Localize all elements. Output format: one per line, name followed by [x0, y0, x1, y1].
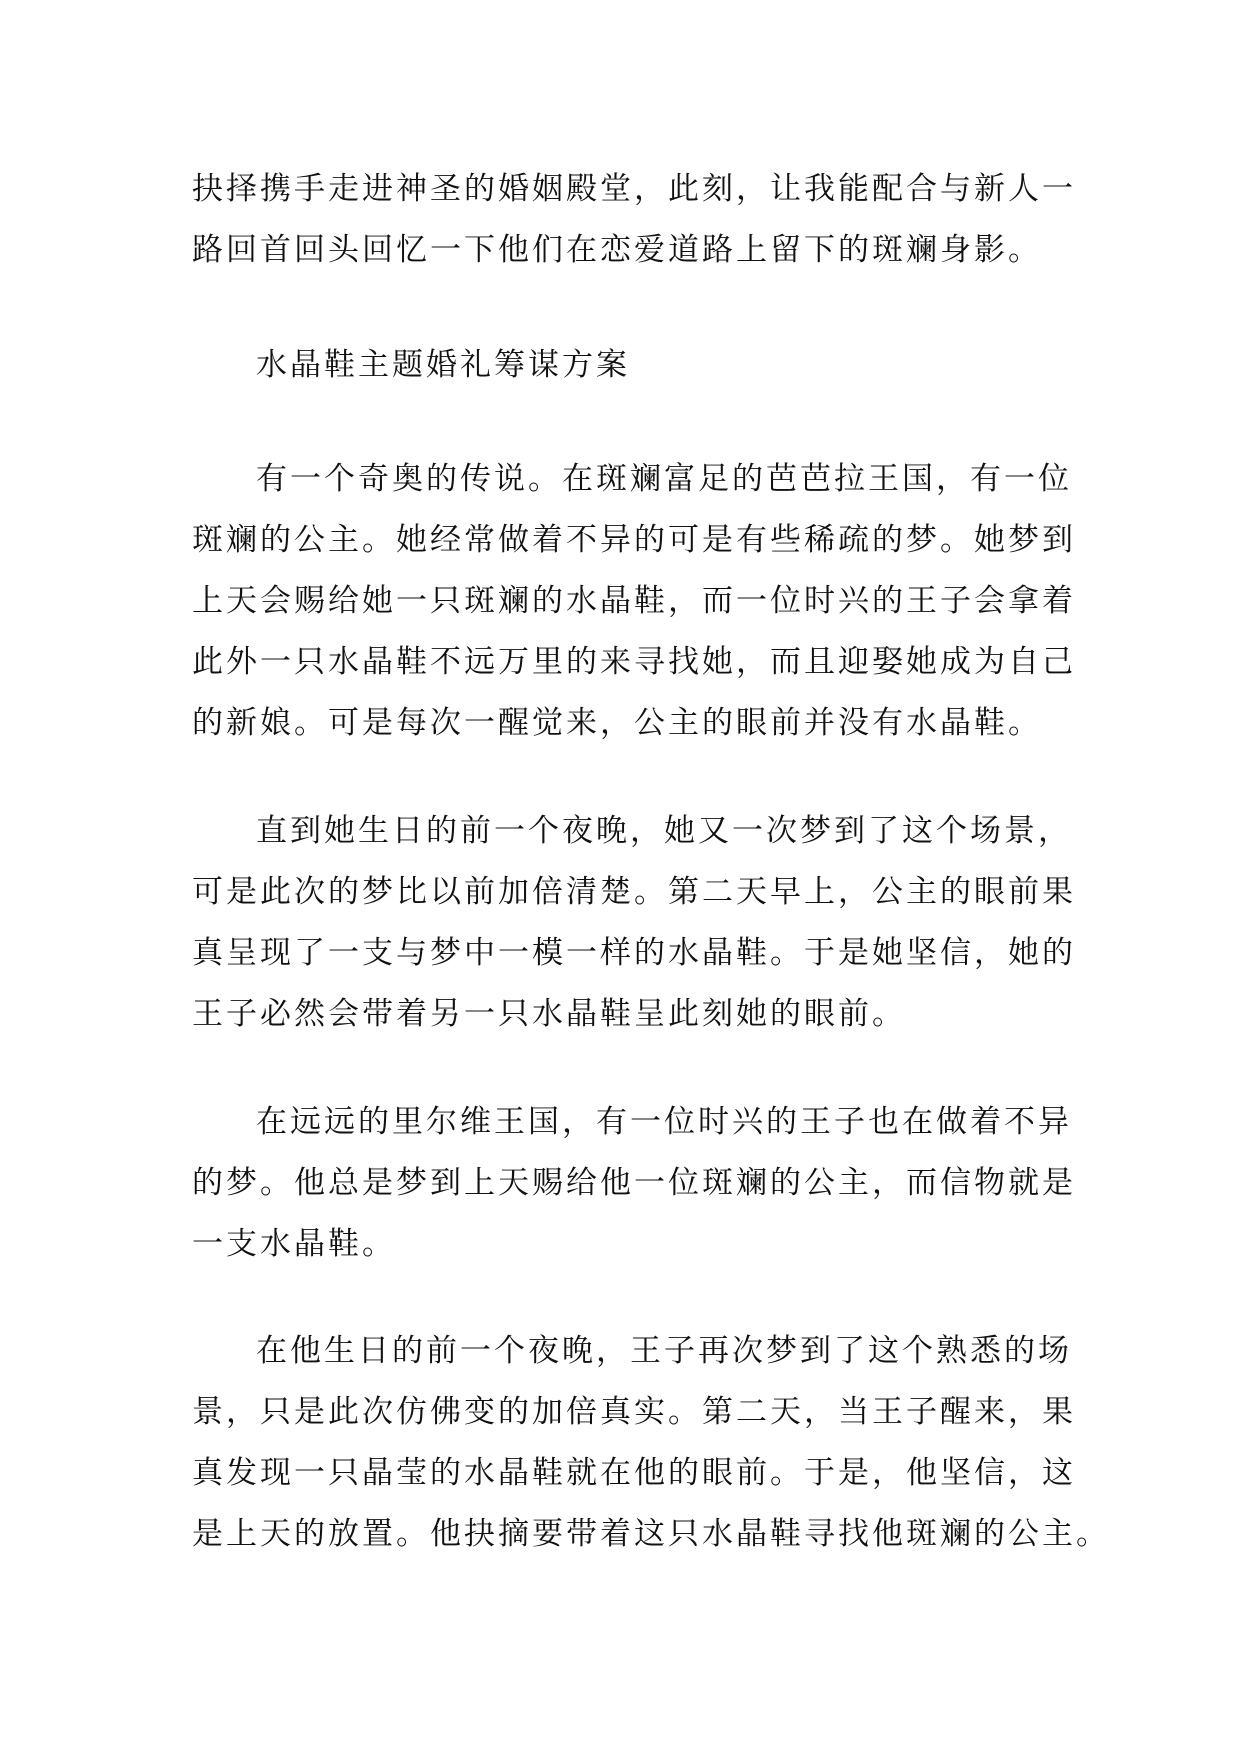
text-line: 王子必然会带着另一只水晶鞋呈此刻她的眼前。: [192, 996, 906, 1032]
body-paragraph: [192, 801, 1076, 1045]
text-line: 在远远的里尔维王国，有一位时兴的王子也在做着不异: [256, 1104, 1072, 1140]
text-line: 直到她生日的前一个夜晚，她又一次梦到了这个场景，: [256, 813, 1072, 849]
body-paragraph: [192, 1321, 1110, 1565]
text-line: 真发现一只晶莹的水晶鞋就在他的眼前。于是，他坚信，这: [192, 1455, 1076, 1491]
text-line: 此外一只水晶鞋不远万里的来寻找她，而且迎娶她成为自己: [192, 644, 1076, 680]
text-line: 的梦。他总是梦到上天赐给他一位斑斓的公主，而信物就是: [192, 1165, 1076, 1201]
text-line: 真呈现了一支与梦中一模一样的水晶鞋。于是她坚信，她的: [192, 935, 1076, 971]
text-line: 景，只是此次仿佛变的加倍真实。第二天，当王子醒来，果: [192, 1394, 1076, 1430]
text-line: 抉择携手走进神圣的婚姻殿堂，此刻，让我能配合与新人一: [192, 171, 1076, 207]
text-line: 的新娘。可是每次一醒觉来，公主的眼前并没有水晶鞋。: [192, 705, 1042, 741]
body-paragraph: [192, 449, 1076, 754]
text-line: 一支水晶鞋。: [192, 1226, 396, 1262]
text-line: 上天会赐给她一只斑斓的水晶鞋，而一位时兴的王子会拿着: [192, 583, 1076, 619]
text-line: 斑斓的公主。她经常做着不异的可是有些稀疏的梦。她梦到: [192, 522, 1076, 558]
text-line: 在他生日的前一个夜晚，王子再次梦到了这个熟悉的场: [256, 1333, 1072, 1369]
text-line: 是上天的放置。他抉摘要带着这只水晶鞋寻找他斑斓的公主。: [192, 1516, 1110, 1552]
text-line: 有一个奇奥的传说。在斑斓富足的芭芭拉王国，有一位: [256, 461, 1072, 497]
intro-paragraph: [192, 159, 1076, 281]
text-line: 路回首回头回忆一下他们在恋爱道路上留下的斑斓身影。: [192, 232, 1042, 268]
body-paragraph: [192, 1092, 1076, 1275]
document-title: 水晶鞋主题婚礼筹谋方案: [256, 347, 630, 383]
text-line: 可是此次的梦比以前加倍清楚。第二天早上，公主的眼前果: [192, 874, 1076, 910]
